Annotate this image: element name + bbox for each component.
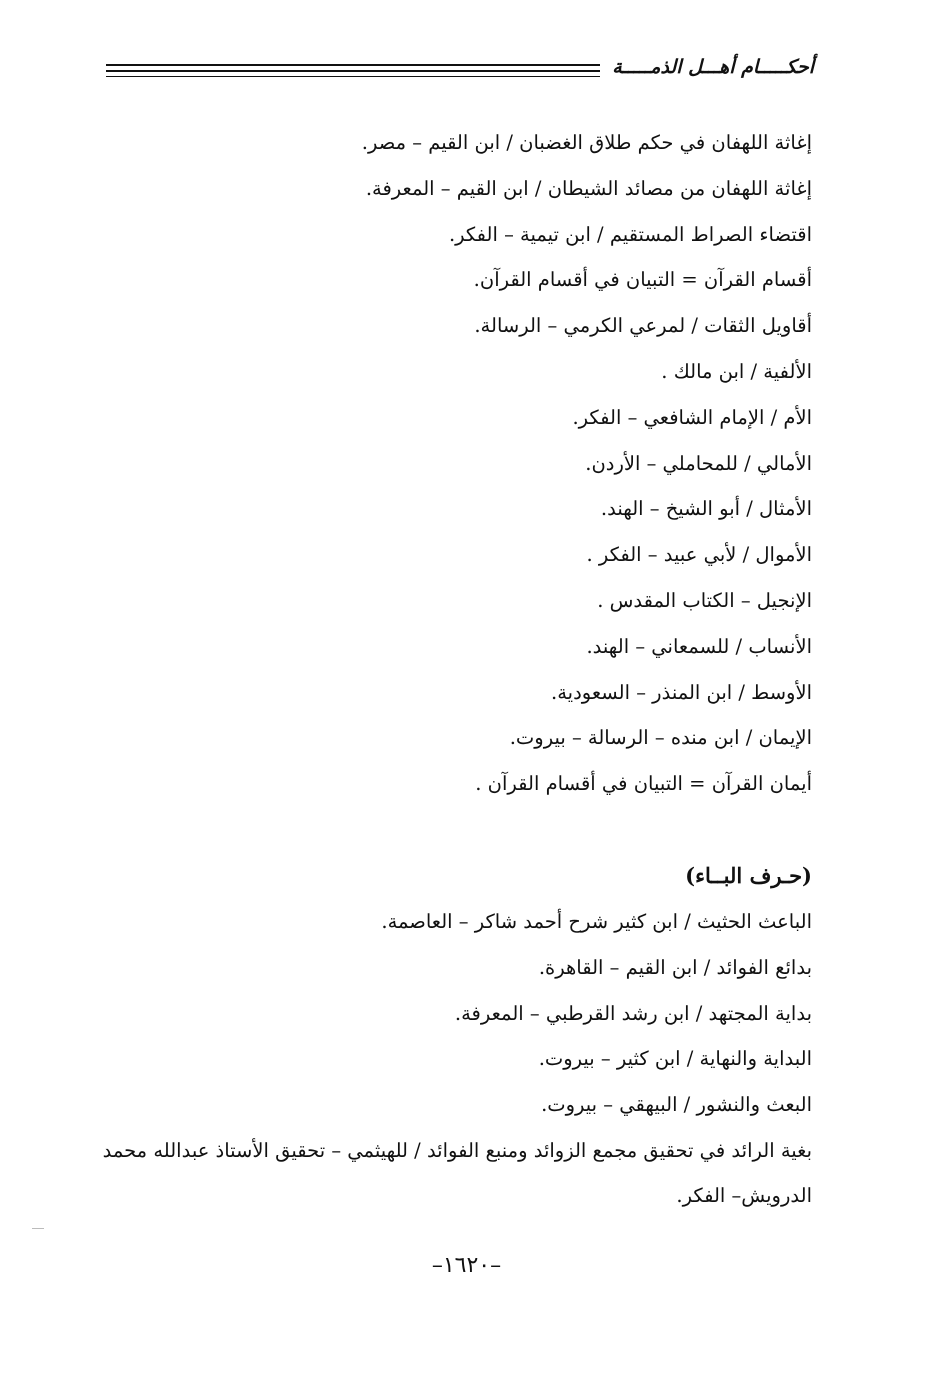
bibliography-entry: الأنساب / للسمعاني – الهند. [586,634,812,658]
running-title: أحكـــــام أهـــل الذمـــــة [612,56,814,78]
bibliography-entry: الإيمان / ابن منده – الرسالة – بيروت. [509,726,812,750]
bibliography-entry: أقسام القرآن = التبيان في أقسام القرآن. [473,268,812,292]
bibliography-entry: الأموال / لأبي عبيد – الفكر . [586,543,812,567]
bibliography-entry: إغاثة اللهفان في حكم طلاق الغضبان / ابن القيم – مصر. [361,131,812,154]
bibliography-entry: بغية الرائد في تحقيق مجمع الزوائد ومنبع الفوائد / للهيثمي – تحقيق الأستاذ عبدالله محمد الدرويش– الفكر. [102,1138,812,1207]
bibliography-entry: الإنجيل – الكتاب المقدس . [597,588,812,612]
header-rule [106,76,600,77]
bibliography-list [100,120,812,1207]
bibliography-entry: الأم / الإمام الشافعي – الفكر. [572,405,812,429]
bibliography-entry: الألفية / ابن مالك . [661,359,812,383]
bibliography-entry: الباعث الحثيث / ابن كثير شرح أحمد شاكر – العاصمة. [381,909,812,933]
bibliography-entry: بدائع الفوائد / ابن القيم – القاهرة. [538,955,812,979]
bibliography-entry: أيمان القرآن = التبيان في أقسام القرآن . [475,772,812,796]
header-rule [106,70,600,72]
section-heading: (حـرف البــاء) [685,862,812,888]
bibliography-entry: البداية والنهاية / ابن كثير – بيروت. [538,1047,812,1071]
header-rule [106,64,600,66]
section-spacer [100,807,812,853]
bibliography-entry: الأمثال / أبو الشيخ – الهند. [600,497,812,521]
bibliography-entry: الأمالي / للمحاملي – الأردن. [585,451,812,475]
page-number: –١٦٢٠– [431,1253,502,1278]
bibliography-entry: إغاثة اللهفان من مصائد الشيطان / ابن القيم – المعرفة. [365,176,812,200]
running-header [106,52,814,88]
scan-mark [32,1228,44,1229]
bibliography-entry: أقاويل الثقات / لمرعي الكرمي – الرسالة. [474,314,812,338]
bibliography-entry: البعث والنشور / البيهقي – بيروت. [541,1093,812,1117]
bibliography-entry: اقتضاء الصراط المستقيم / ابن تيمية – الفكر. [448,222,812,246]
bibliography-entry: بداية المجتهد / ابن رشد القرطبي – المعرفة. [454,1001,812,1025]
bibliography-entry: الأوسط / ابن المنذر – السعودية. [551,680,812,704]
